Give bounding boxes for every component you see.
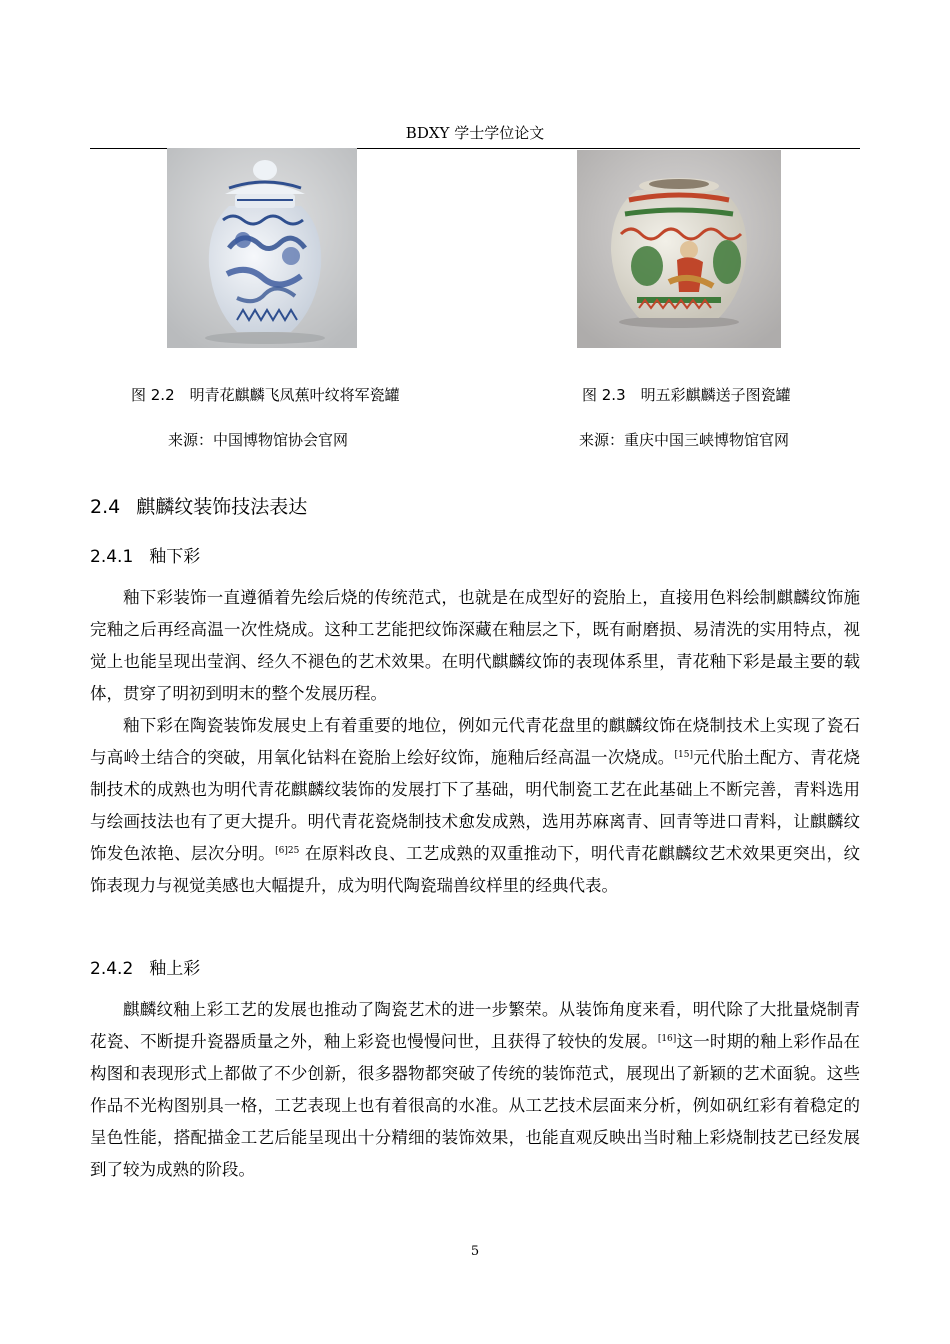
figure-2-2-caption: 图 2.2 明青花麒麟飞凤蕉叶纹将军瓷罐 — [131, 386, 400, 404]
paragraph-text: 麒麟纹釉上彩工艺的发展也推动了陶瓷艺术的进一步繁荣。从装饰角度来看，明代除了大批量烧制青花瓷、不断提升瓷器质量之外，釉上彩瓷也慢慢问世，且获得了较快的发展。 — [90, 1000, 860, 1051]
section-number: 2.4 — [90, 496, 121, 518]
figure-2-2-source: 来源：中国博物馆协会官网 — [168, 431, 349, 449]
paragraph — [90, 710, 860, 902]
paragraph — [90, 994, 860, 1186]
citation: [16] — [657, 1034, 677, 1044]
paragraph-text: 在原料改良、工艺成熟的双重推动下，明代青花麒麟纹艺术效果更突出，纹饰表现力与视觉美感也大幅提升，成为明代陶瓷瑞兽纹样里的经典代表。 — [90, 844, 860, 895]
paragraph-text: 这一时期的釉上彩作品在构图和表现形式上都做了不少创新，很多器物都突破了传统的装饰范式，展现出了新颖的艺术面貌。这些作品不光构图别具一格，工艺表现上也有着很高的水准。从工艺技术层面来分析，例如矾红彩有着稳定的呈色性能，搭配描金工艺后能呈现出十分精细的装饰效果，也能直观反映出当时釉上彩烧制技艺已经发展到了较为成熟的阶段。 — [90, 1032, 861, 1179]
paragraph-text: 釉下彩装饰一直遵循着先绘后烧的传统范式，也就是在成型好的瓷胎上，直接用色料绘制麒麟纹饰施完釉之后再经高温一次性烧成。这种工艺能把纹饰深藏在釉层之下，既有耐磨损、易清洗的实用特点，视觉上也能呈现出莹润、经久不褪色的艺术效果。在明代麒麟纹饰的表现体系里，青花釉下彩是最主要的载体，贯穿了明初到明末的整个发展历程。 — [90, 588, 860, 703]
figure-2-3-image — [577, 150, 781, 348]
page-number: 5 — [470, 1244, 480, 1259]
citation: [15] — [674, 750, 693, 760]
figure-2-3-caption: 图 2.3 明五彩麒麟送子图瓷罐 — [582, 386, 791, 404]
subsection-number: 2.4.2 — [90, 959, 134, 979]
citation: [6]25 — [275, 846, 300, 856]
paragraph — [90, 582, 860, 710]
paragraph-text: 釉下彩在陶瓷装饰发展史上有着重要的地位，例如元代青花盘里的麒麟纹饰在烧制技术上实现了瓷石与高岭土结合的突破，用氧化钴料在瓷胎上绘好纹饰，施釉后经高温一次烧成。 — [90, 716, 860, 767]
wucai-jar-illustration — [577, 150, 781, 348]
blue-white-jar-illustration — [167, 148, 357, 348]
subsection-heading-1 — [90, 545, 200, 569]
header-title: BDXY 学士学位论文 — [405, 124, 545, 142]
figure-2-3-source: 来源：重庆中国三峡博物馆官网 — [579, 431, 790, 449]
figure-2-2-image — [167, 148, 357, 348]
subsection-title: 釉下彩 — [149, 547, 201, 567]
section-title: 麒麟纹装饰技法表达 — [136, 496, 308, 518]
running-header — [90, 118, 860, 149]
subsection-number: 2.4.1 — [90, 547, 134, 567]
paragraph-text: 元代胎土配方、青花烧制技术的成熟也为明代青花麒麟纹装饰的发展打下了基础，明代制瓷工艺在此基础上不断完善，青料选用与绘画技法也有了更大提升。明代青花瓷烧制技术愈发成熟，选用苏麻离青、回青等进口青料，让麒麟纹饰发色浓艳、层次分明。 — [90, 748, 861, 863]
subsection-heading-2 — [90, 957, 200, 981]
subsection-title: 釉上彩 — [149, 959, 201, 979]
section-heading — [90, 494, 307, 520]
